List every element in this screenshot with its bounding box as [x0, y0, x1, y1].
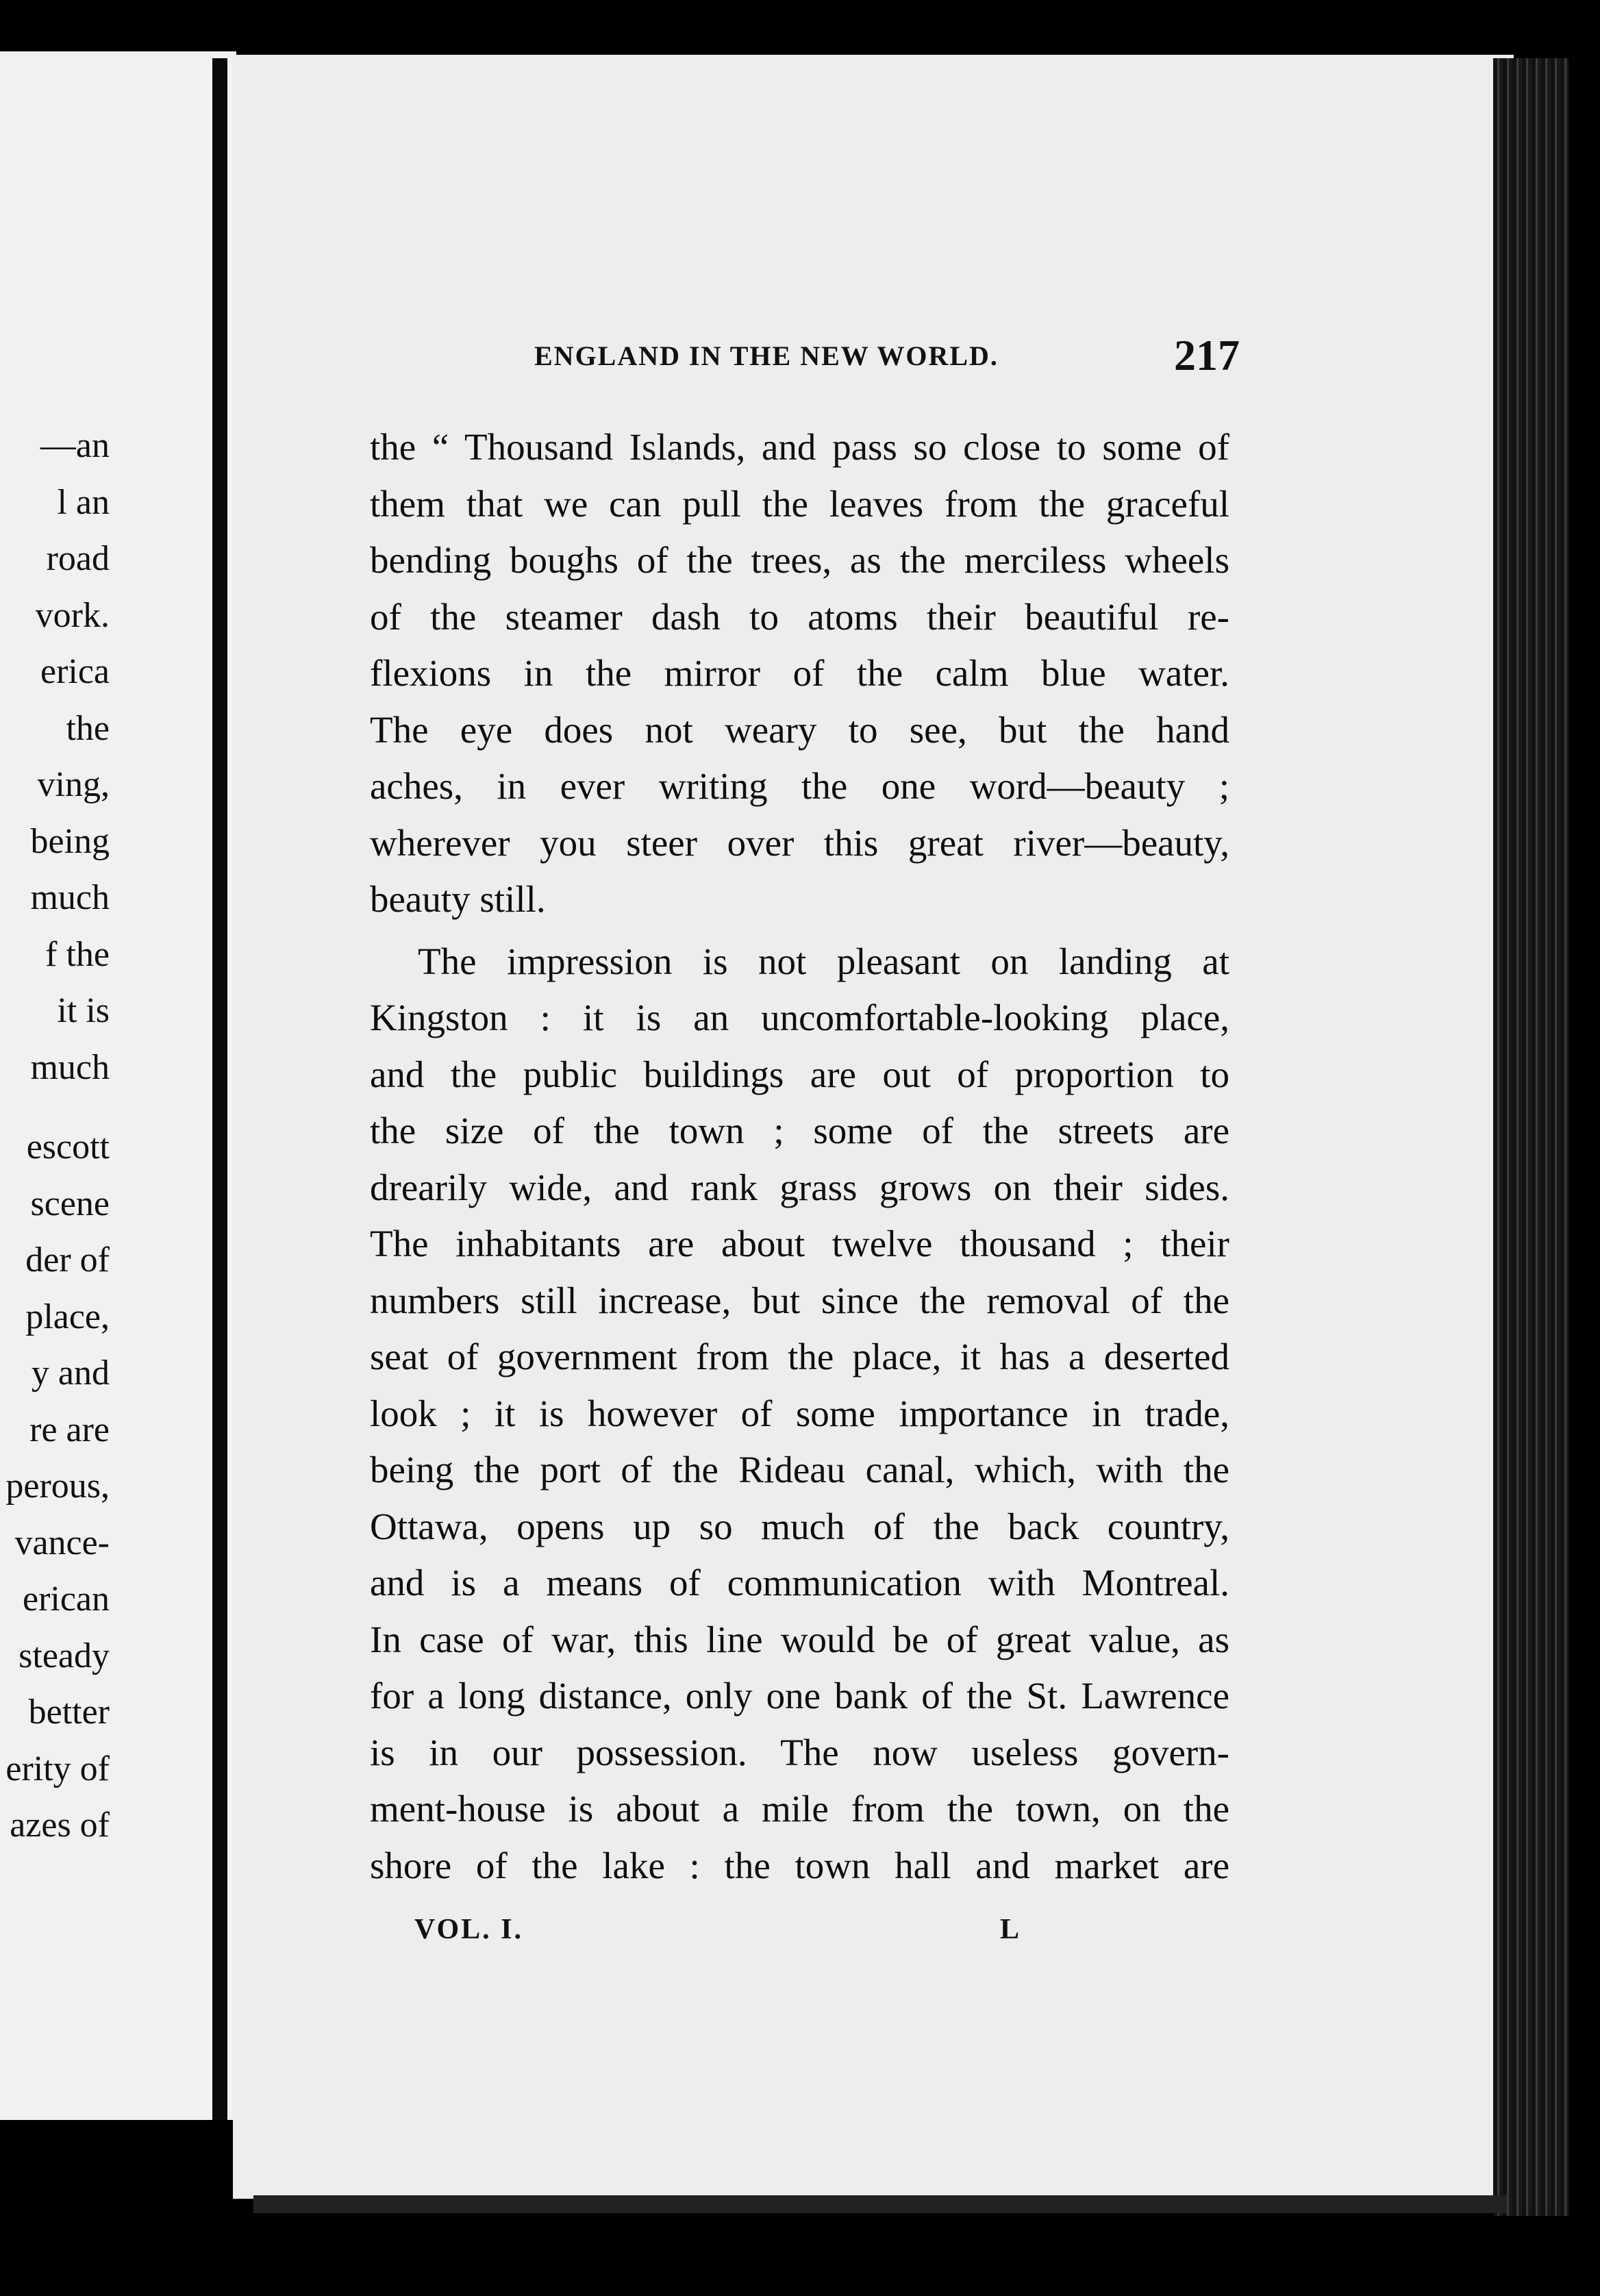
running-head: ENGLAND IN THE NEW WORLD. [534, 340, 999, 371]
body-line: flexions in the mirror of the calm blue water. [370, 652, 1229, 694]
left-line: place, [25, 1297, 110, 1336]
left-line: erica [40, 652, 110, 691]
left-line: re are [29, 1410, 110, 1449]
left-line: it is [57, 991, 110, 1030]
left-line: ving, [37, 765, 110, 804]
body-line: shore of the lake : the town hall and market are [370, 1844, 1229, 1886]
body-line: Ottawa, opens up so much of the back country, [370, 1505, 1229, 1547]
body-line: beauty still. [370, 878, 546, 920]
body-line: ment-house is about a mile from the town, on the [370, 1788, 1229, 1830]
body-line: seat of government from the place, it has a deserted [370, 1336, 1229, 1377]
left-line: l an [57, 482, 110, 522]
body-line: and is a means of communication with Montreal. [370, 1562, 1229, 1604]
volume-label: VOL. I. [414, 1914, 524, 1945]
body-text [370, 419, 1229, 1894]
page-edges [1493, 58, 1568, 2216]
left-line: azes of [10, 1806, 110, 1845]
body-line: and the public buildings are out of proportion to [370, 1053, 1229, 1095]
left-line: y and [31, 1353, 110, 1393]
body-line: drearily wide, and rank grass grows on their sides. [370, 1166, 1229, 1208]
left-line: —an [40, 426, 110, 465]
body-line: aches, in ever writing the one word—beauty ; [370, 765, 1229, 807]
signature-mark: L [1000, 1914, 1020, 1945]
body-line: In case of war, this line would be of great value, as [370, 1618, 1229, 1660]
bottom-page-edge [253, 2195, 1507, 2213]
body-line: of the steamer dash to atoms their beautiful re- [370, 595, 1229, 638]
left-line: perous, [5, 1467, 110, 1506]
left-line: der of [25, 1240, 110, 1280]
body-line: Kingston : it is an uncomfortable-looking place, [370, 997, 1229, 1038]
left-page-text [0, 418, 110, 1854]
body-line: look ; it is however of some importance in trade, [370, 1392, 1229, 1434]
left-line: steady [18, 1636, 110, 1675]
left-line: scene [30, 1184, 110, 1223]
body-line: The eye does not weary to see, but the hand [370, 708, 1229, 751]
body-line: being the port of the Rideau canal, which, with the [370, 1449, 1229, 1490]
body-line: them that we can pull the leaves from the graceful [370, 482, 1229, 525]
paragraph-start-line: The impression is not pleasant on landing at [418, 940, 1229, 982]
body-line: for a long distance, only one bank of the St. Lawrence [370, 1675, 1229, 1717]
page-header [370, 331, 1240, 382]
left-line: much [30, 878, 110, 917]
left-line: road [46, 539, 110, 578]
left-line: erican [22, 1580, 110, 1619]
left-line: f the [45, 934, 110, 974]
page-number: 217 [1174, 331, 1240, 379]
body-line: bending boughs of the trees, as the merciless wheels [370, 539, 1229, 581]
body-line: The inhabitants are about twelve thousand ; their [370, 1223, 1229, 1264]
left-line: escott [26, 1127, 110, 1166]
body-line: the “ Thousand Islands, and pass so close to some of [370, 426, 1229, 468]
left-line: much [30, 1047, 110, 1087]
left-line: vork. [35, 595, 110, 635]
body-line: is in our possession. The now useless govern- [370, 1731, 1229, 1773]
left-line: better [28, 1693, 110, 1732]
left-line: erity of [5, 1749, 110, 1788]
left-line: being [30, 821, 110, 861]
book-spine [212, 58, 227, 2120]
body-line: the size of the town ; some of the streets are [370, 1110, 1229, 1151]
left-line: vance- [14, 1523, 110, 1562]
body-line: wherever you steer over this great river—beauty, [370, 821, 1229, 864]
left-line: the [66, 708, 110, 748]
body-line: numbers still increase, but since the removal of the [370, 1279, 1229, 1321]
